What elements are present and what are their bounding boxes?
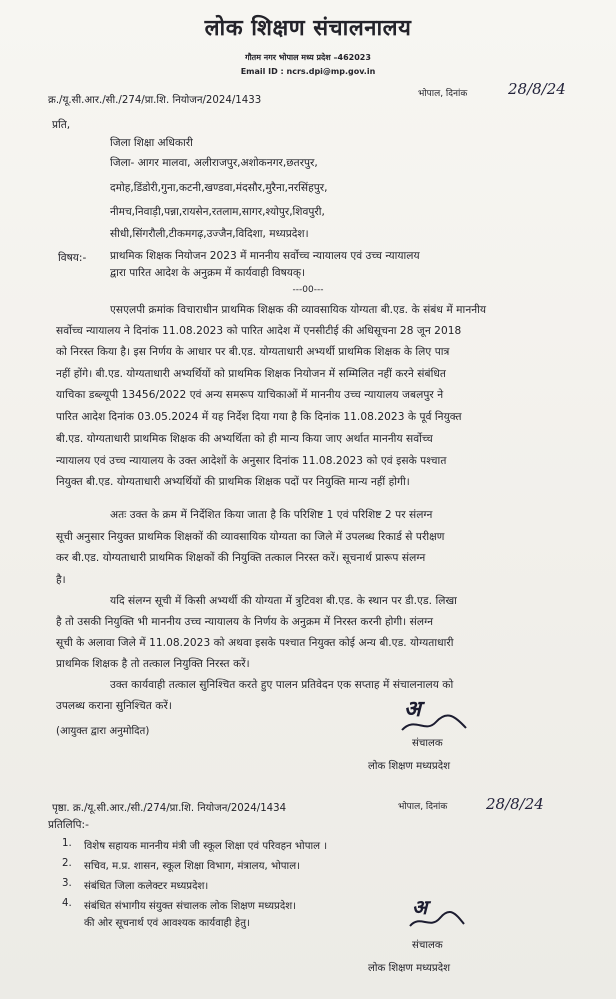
handwritten-date: 28/8/24 [508, 80, 566, 98]
subject-line: द्वारा पारित आदेश के अनुक्रम में कार्यवाही विषयक्। [110, 267, 306, 279]
copy-item-number: 3. [62, 878, 72, 889]
paragraph-3-line: है तो उसकी नियुक्ति भी माननीय उच्च न्यायालय के निर्णय के अनुक्रम में निरस्त करनी होगी। संलग्न [56, 616, 434, 628]
recipient-line: जिला- आगर मालवा, अलीराजपुर,अशोकनगर,छतरपुर, [110, 157, 318, 169]
paragraph-2-line: अतः उक्त के क्रम में निर्देशित किया जाता है कि परिशिष्ट 1 एवं परिशिष्ट 2 पर संलग्न [110, 509, 433, 521]
recipient-line: दमोह,डिंडोरी,गुना,कटनी,खण्डवा,मंदसौर,मुरैना,नरसिंहपुर, [110, 182, 328, 194]
paragraph-2-line: है। [56, 574, 66, 586]
copy-item-text: संबंधित जिला कलेक्टर मध्यप्रदेश। [84, 881, 209, 892]
paragraph-1-line: सर्वोच्च न्यायालय ने दिनांक 11.08.2023 को पारित आदेश में एनसीटीई की अधिसूचना 28 जून 2018 [56, 325, 462, 337]
paragraph-1-line: न्यायालय एवं उच्च न्यायालय के उक्त आदेशों के अनुसार दिनांक 11.08.2023 को एवं इसके पश्चात [56, 455, 447, 467]
paragraph-1-line: पारित आदेश दिनांक 03.05.2024 में यह निर्देश दिया गया है कि दिनांक 11.08.2023 के पूर्व नियुक्त [56, 411, 462, 423]
endorsement-place-date-label: भोपाल, दिनांक [398, 802, 448, 812]
paragraph-3-line: यदि संलग्न सूची में किसी अभ्यर्थी की योग्यता में त्रुटिवश बी.एड. के स्थान पर डी.एड. लिखा [110, 595, 457, 607]
approval-note: (आयुक्त द्वारा अनुमोदित) [56, 726, 150, 737]
paragraph-2-line: कर बी.एड. योग्यताधारी प्राथमिक शिक्षकों की नियुक्ति तत्काल निरस्त करें। सूचनार्थ प्रारूप संलग्न [56, 552, 426, 564]
paragraph-2-line: सूची अनुसार नियुक्त प्राथमिक शिक्षकों की व्यावसायिक योग्यता का जिले में उपलब्ध रिकार्ड से परीक्षण [56, 531, 445, 543]
copy-item-text-continued: की ओर सूचनार्थ एवं आवश्यक कार्यवाही हेतु। [84, 918, 250, 929]
copy-item-text: सचिव, म.प्र. शासन, स्कूल शिक्षा विभाग, मंत्रालय, भोपाल। [84, 861, 300, 872]
signature-stroke [400, 712, 470, 736]
endorsement-signature-stroke [408, 910, 468, 932]
reference-number: क्र./यू.सी.आर./सी./274/प्रा.शि. नियोजन/2024/1433 [48, 95, 262, 106]
copy-item-text: विशेष सहायक माननीय मंत्री जी स्कूल शिक्षा एवं परिवहन भोपाल । [84, 841, 328, 852]
recipient-line: नीमच,निवाड़ी,पन्ना,रायसेन,रतलाम,सागर,श्योपुर,शिवपुरी, [110, 206, 325, 218]
office-email: Email ID : ncrs.dpi@mp.gov.in [240, 67, 376, 76]
copy-item-text: संबंधित संभागीय संयुक्त संचालक लोक शिक्षण मध्यप्रदेश। [84, 901, 297, 912]
signature-mark: अ [404, 696, 421, 722]
paragraph-3-line: प्राथमिक शिक्षक है तो तत्काल नियुक्ति निरस्त करें। [56, 658, 250, 670]
office-address: गौतम नगर भोपाल मध्य प्रदेश –462023 [245, 53, 371, 62]
paragraph-1-line: एसएलपी क्रमांक विचाराधीन प्राथमिक शिक्षक की व्यावसायिक योग्यता बी.एड. के संबंध में माननीय [110, 304, 487, 316]
copy-label: प्रतिलिपि:- [48, 819, 89, 831]
signature-office: लोक शिक्षण मध्यप्रदेश [368, 761, 451, 772]
recipient-title: जिला शिक्षा अधिकारी [110, 137, 193, 149]
endorsement-reference: पृष्ठा. क्र./यू.सी.आर./सी./274/प्रा.शि. नियोजन/2024/1434 [52, 803, 287, 814]
copy-item-number: 4. [62, 898, 72, 909]
place-date-label: भोपाल, दिनांक [418, 89, 468, 99]
endorsement-signature-office: लोक शिक्षण मध्यप्रदेश [368, 963, 451, 974]
paragraph-1-line: नहीं होंगे। बी.एड. योग्यताधारी अभ्यर्थियों को प्राथमिक शिक्षक नियोजन में सम्मिलित नहीं करने संबंधित [56, 368, 446, 380]
paragraph-1-line: नियुक्त बी.एड. योग्यताधारी अभ्यर्थियों की प्राथमिक शिक्षक पदों पर नियुक्ति मान्य नहीं होगी। [56, 476, 410, 488]
paragraph-4-line: उपलब्ध कराना सुनिश्चित करें। [56, 700, 172, 712]
separator: ---00--- [292, 285, 324, 295]
endorsement-signature-mark: अ [412, 895, 428, 919]
endorsement-signature-designation: संचालक [412, 940, 443, 951]
paragraph-3-line: सूची के अलावा जिले में 11.08.2023 को अथवा इसके पश्चात नियुक्त कोई अन्य बी.एड. योग्यताधारी [56, 637, 454, 649]
office-title: लोक शिक्षण संचालनालय [204, 16, 412, 41]
paragraph-1-line: याचिका डब्ल्यूपी 13456/2022 एवं अन्य समरूप याचिकाओं में माननीय उच्च न्यायालय जबलपुर ने [56, 389, 444, 401]
recipient-line: सीधी,सिंगरौली,टीकमगढ़,उज्जैन,विदिशा, मध्यप्रदेश। [110, 228, 309, 240]
paragraph-4-line: उक्त कार्यवाही तत्काल सुनिश्चित करते हुए पालन प्रतिवेदन एक सप्ताह में संचालनालय को [110, 679, 454, 691]
to-label: प्रति, [52, 119, 71, 131]
copy-item-number: 1. [62, 838, 72, 849]
paragraph-1-line: को निरस्त किया है। इस निर्णय के आधार पर बी.एड. योग्यताधारी अभ्यर्थी प्राथमिक शिक्षक के लिए पात्र [56, 346, 450, 358]
copy-item-number: 2. [62, 858, 72, 869]
endorsement-handwritten-date: 28/8/24 [486, 795, 544, 813]
signature-designation: संचालक [412, 738, 443, 749]
subject-line: प्राथमिक शिक्षक नियोजन 2023 में माननीय सर्वोच्च न्यायालय एवं उच्च न्यायालय [110, 250, 420, 262]
paragraph-1-line: बी.एड. योग्यताधारी प्राथमिक शिक्षक की अभ्यर्थिता को ही मान्य किया जाए अर्थात माननीय सर्वोच्च [56, 433, 433, 445]
subject-label: विषय:- [58, 252, 87, 264]
